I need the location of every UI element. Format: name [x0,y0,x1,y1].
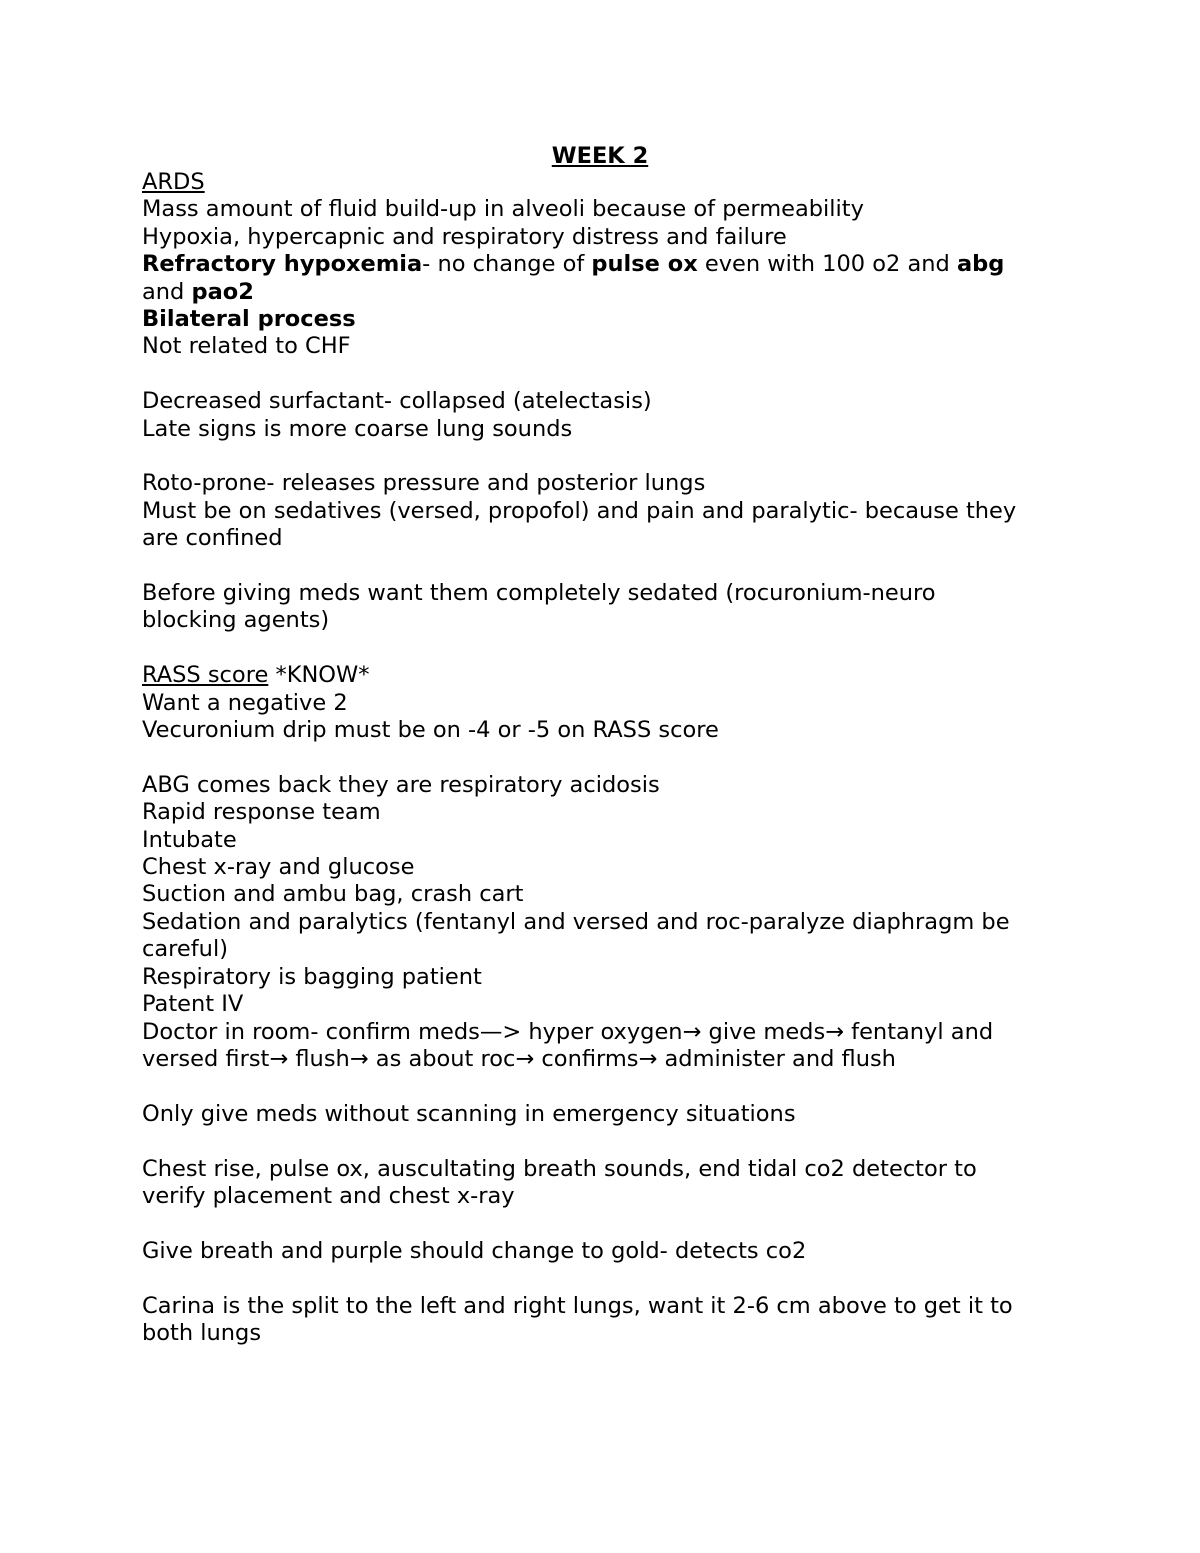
paragraph-gap [142,361,1072,388]
text-line [142,279,1072,306]
paragraph-gap [142,1265,1072,1292]
text-line: Chest rise, pulse ox, auscultating breath sounds, end tidal co2 detector to [142,1155,977,1182]
bold-term: pao2 [191,278,254,305]
paragraph-gap [142,553,1072,580]
text-line: Mass amount of fluid build-up in alveoli because of permeability [142,196,864,223]
text-line: Sedation and paralytics (fentanyl and versed and roc-paralyze diaphragm be [142,908,1010,935]
text-line: ABG comes back they are respiratory acidosis [142,771,660,798]
text-line: Want a negative 2 [142,689,348,716]
text-line: Must be on sedatives (versed, propofol) and pain and paralytic- because they [142,497,1017,524]
text-line: Give breath and purple should change to gold- detects co2 [142,1237,807,1264]
bold-term: Refractory hypoxemia [142,251,423,278]
text-line: Respiratory is bagging patient [142,963,482,990]
text-line: Decreased surfactant- collapsed (atelectasis) [142,388,652,415]
paragraph-gap [142,744,1072,771]
paragraph-gap [142,635,1072,662]
text-line: Vecuronium drip must be on -4 or -5 on RASS score [142,717,719,744]
text-line: blocking agents) [142,607,330,634]
text-line: Hypoxia, hypercapnic and respiratory distress and failure [142,223,787,250]
bold-term: Bilateral process [142,306,356,333]
document-body [142,169,1072,1347]
section-heading-ards: ARDS [142,169,205,195]
paragraph-gap [142,443,1072,470]
text-run: even with 100 o2 and [697,251,957,278]
text-line: Rapid response team [142,799,381,826]
bold-term: abg [957,251,1005,278]
text-line-refractory [142,251,1072,278]
text-run: - no change of [422,251,592,278]
text-line: Before giving meds want them completely sedated (rocuronium-neuro [142,580,936,607]
text-line: Not related to CHF [142,333,351,360]
paragraph-gap [142,1210,1072,1237]
text-run: *KNOW* [268,662,370,689]
text-line: Intubate [142,826,237,853]
paragraph-gap [142,1128,1072,1155]
rass-heading-line [142,662,1072,689]
bold-term: pulse ox [591,251,698,278]
text-line: Late signs is more coarse lung sounds [142,415,573,442]
text-line: versed first→ flush→ as about roc→ confirms→ administer and flush [142,1045,896,1072]
text-line: careful) [142,936,228,963]
paragraph-gap [142,1073,1072,1100]
text-line: Carina is the split to the left and right lungs, want it 2-6 cm above to get it to [142,1292,1013,1319]
text-line: are confined [142,525,283,552]
text-line: Chest x-ray and glucose [142,854,415,881]
text-line: Roto-prone- releases pressure and posterior lungs [142,470,706,497]
text-line: Doctor in room- confirm meds—> hyper oxygen→ give meds→ fentanyl and [142,1018,994,1045]
text-run: and [142,278,192,305]
text-line-bold [142,306,1072,333]
text-line: verify placement and chest x-ray [142,1182,515,1209]
section-heading-rass: RASS score [142,662,269,689]
text-line: both lungs [142,1319,262,1346]
text-line: Only give meds without scanning in emergency situations [142,1100,796,1127]
text-line: Suction and ambu bag, crash cart [142,881,524,908]
page-title: WEEK 2 [551,143,649,169]
text-line: Patent IV [142,991,244,1018]
